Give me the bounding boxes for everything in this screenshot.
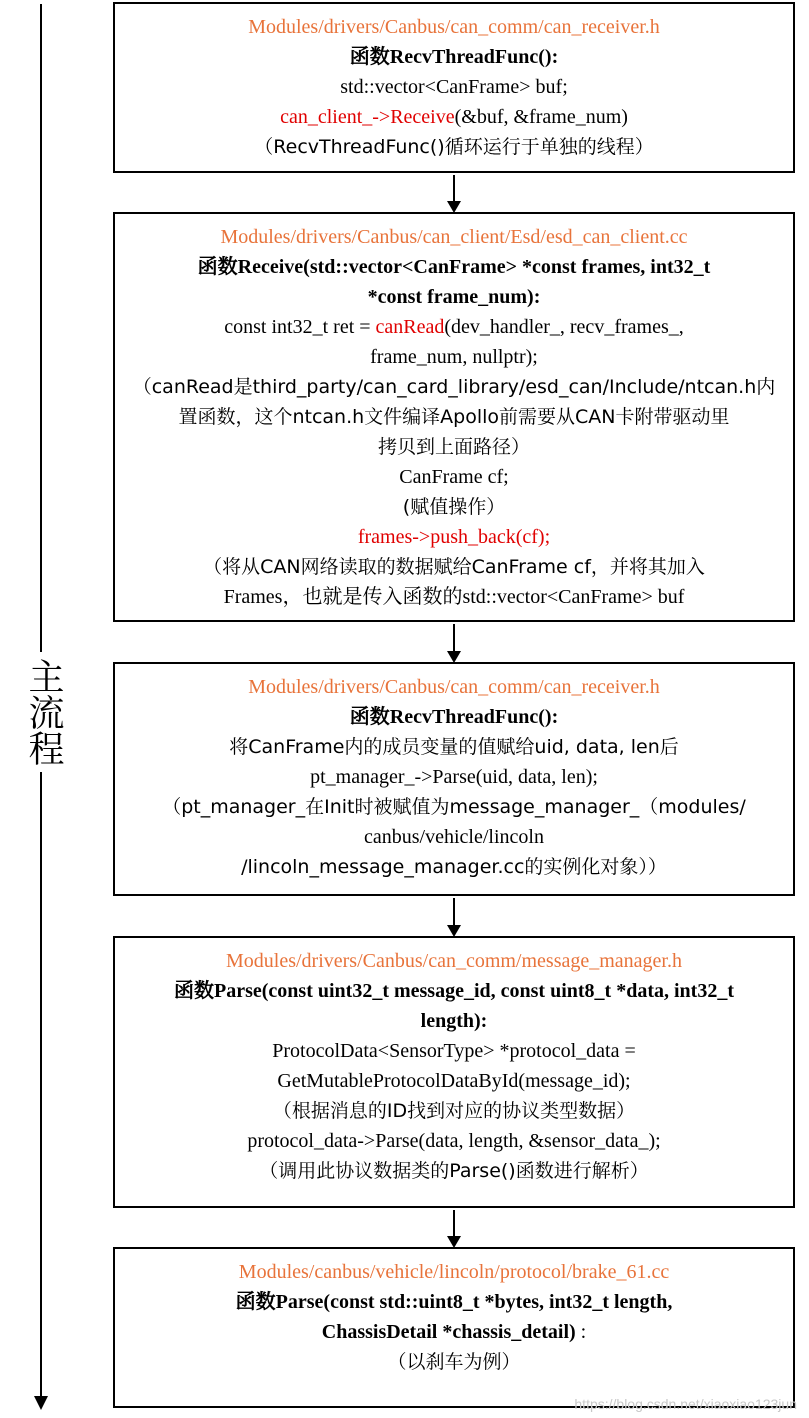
flow-box-brake-61 xyxy=(113,1247,795,1408)
note-line: （以刹车为例） xyxy=(387,1351,521,1373)
highlight-call: canRead xyxy=(375,316,445,338)
code-line: can_client_->Receive(&buf, &frame_num) xyxy=(280,106,628,128)
function-signature-cont: length): xyxy=(420,1010,488,1032)
note-line: (赋值操作） xyxy=(402,496,506,518)
note-line: canbus/vehicle/lincoln xyxy=(364,826,544,848)
note-line: （根据消息的ID找到对应的协议类型数据） xyxy=(272,1100,636,1122)
function-signature: 函数RecvThreadFunc(): xyxy=(349,706,559,728)
file-path: Modules/drivers/Canbus/can_client/Esd/esd_can_client.cc xyxy=(220,226,688,248)
function-signature-cont: ChassisDetail *chassis_detail) : xyxy=(321,1321,587,1343)
file-path: Modules/drivers/Canbus/can_comm/can_receiver.h xyxy=(248,676,660,698)
function-signature: 函数Receive(std::vector<CanFrame> *const frames, int32_t xyxy=(197,256,711,278)
function-signature: 函数Parse(const std::uint8_t *bytes, int32_t length, xyxy=(235,1291,673,1313)
note-line: （将从CAN网络读取的数据赋给CanFrame cf，并将其加入 xyxy=(203,556,705,578)
file-path: Modules/drivers/Canbus/can_comm/can_receiver.h xyxy=(248,16,660,38)
note-line: Frames，也就是传入函数的std::vector<CanFrame> buf xyxy=(223,586,685,608)
note-line: 拷贝到上面路径） xyxy=(377,436,530,458)
function-signature: 函数Parse(const uint32_t message_id, const uint8_t *data, int32_t xyxy=(174,980,734,1002)
flow-arrow xyxy=(453,624,455,661)
file-path: Modules/drivers/Canbus/can_comm/message_manager.h xyxy=(225,950,682,972)
flow-arrow xyxy=(453,898,455,935)
note-line: （调用此协议数据类的Parse()函数进行解析） xyxy=(259,1160,649,1182)
flow-box-recv-thread-2 xyxy=(113,662,795,896)
flow-box-message-manager xyxy=(113,936,795,1208)
flow-arrow xyxy=(453,175,455,211)
code-line: GetMutableProtocolDataById(message_id); xyxy=(277,1070,631,1092)
code-line: frame_num, nullptr); xyxy=(370,346,538,368)
highlight-call: can_client_->Receive xyxy=(280,106,455,128)
function-signature-cont: *const frame_num): xyxy=(367,286,541,308)
highlight-call: frames->push_back(cf); xyxy=(357,526,551,548)
flow-box-recv-thread-1 xyxy=(113,2,795,173)
note-line: （canRead是third_party/can_card_library/esd_can/Include/ntcan.h内 xyxy=(132,376,776,398)
flow-box-receive xyxy=(113,212,795,622)
code-line: pt_manager_->Parse(uid, data, len); xyxy=(310,766,598,788)
code-line: std::vector<CanFrame> buf; xyxy=(340,76,568,98)
file-path: Modules/canbus/vehicle/lincoln/protocol/brake_61.cc xyxy=(238,1261,670,1283)
code-line: const int32_t ret = canRead(dev_handler_, recv_frames_, xyxy=(224,316,684,338)
note-line: /lincoln_message_manager.cc的实例化对象）） xyxy=(241,856,667,878)
function-signature: 函数RecvThreadFunc(): xyxy=(349,46,559,68)
code-line: ProtocolData<SensorType> *protocol_data = xyxy=(272,1040,636,1062)
code-line: CanFrame cf; xyxy=(399,466,509,488)
note-line: （pt_manager_在Init时被赋值为message_manager_（modules/ xyxy=(162,796,746,818)
note-line: （RecvThreadFunc()循环运行于单独的线程） xyxy=(254,136,654,158)
main-flow-label: 主流程 xyxy=(20,652,64,772)
flow-arrow xyxy=(453,1210,455,1246)
note-line: 将CanFrame内的成员变量的值赋给uid, data, len后 xyxy=(229,736,679,758)
watermark: https://blog.csdn.net/xiaoxiao123jun xyxy=(574,1396,797,1412)
code-line: protocol_data->Parse(data, length, &sensor_data_); xyxy=(247,1130,661,1152)
note-line: 置函数，这个ntcan.h文件编译Apollo前需要从CAN卡附带驱动里 xyxy=(178,406,730,428)
